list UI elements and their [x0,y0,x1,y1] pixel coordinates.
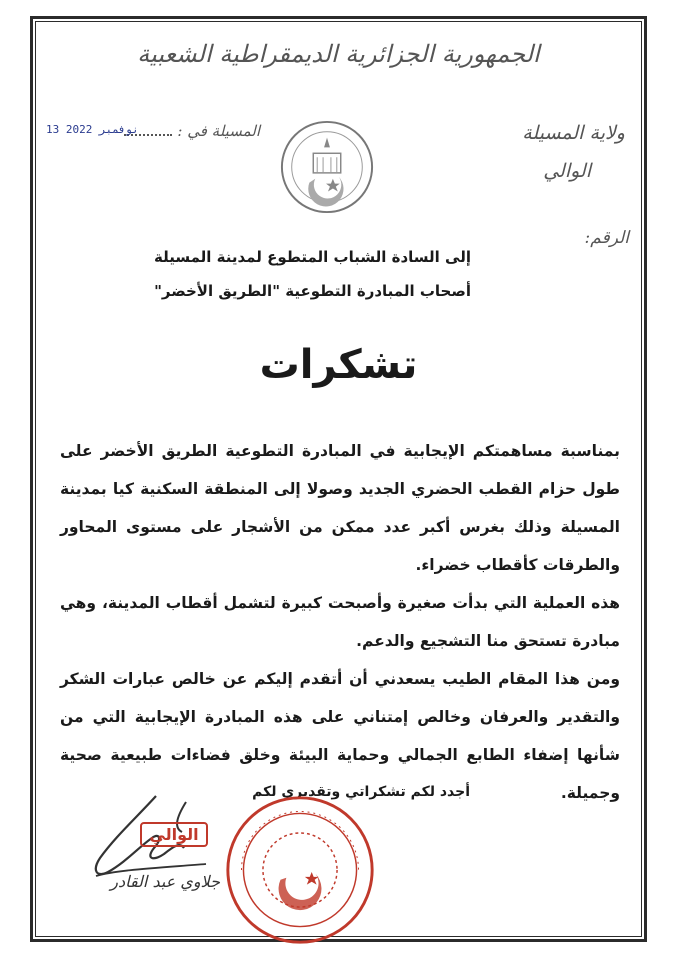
reference-label: الرقم: [584,228,629,248]
letter-body [60,432,620,812]
letter-title: تشكرات [259,342,418,388]
signatory-name: جلاوي عبد القادر [110,872,220,891]
addressee [131,240,471,308]
national-emblem-icon [278,118,376,216]
republic-heading: الجمهورية الجزائرية الديمقراطية الشعبية [137,40,540,68]
wilaya-label: ولاية المسيلة [522,122,625,144]
addressee-line-1: إلى السادة الشباب المتطوع لمدينة المسيلة [153,248,471,266]
wali-stamp: الوالي [140,822,208,847]
body-paragraph-3: ومن هذا المقام الطيب يسعدني أن أتقدم إليكم عن خالص عبارات الشكر والتقدير والعرفان وخالص إمتناني على هذه المبادرة الإيجابية التي من شأنها إضفاء الطابع الجمالي وحماية البيئة وخلق فضاءات طبيعية صحية وجميلة. [60,670,620,802]
closing-line: أجدد لكم تشكراتي وتقديري لكم [252,784,470,800]
date-line [40,122,260,146]
wali-label: الوالي [543,160,591,182]
date-place: المسيلة في : [177,122,260,140]
body-paragraph-2: هذه العملية التي بدأت صغيرة وأصبحت كبيرة لتشمل أقطاب المدينة، وهي مبادرة تستحق منا التشجيع والدعم. [60,594,620,650]
date-stamp: 13 نوفمبر 2022 [46,123,139,136]
addressee-line-2: أصحاب المبادرة التطوعية "الطريق الأخضر" [154,282,471,300]
body-paragraph-1: بمناسبة مساهمتكم الإيجابية في المبادرة التطوعية الطريق الأخضر على طول حزام القطب الحضري الجديد وصولا إلى المنطقة السكنية كيا بمدينة المسيلة وذلك بغرس أكبر عدد ممكن من الأشجار على مستوى المحاور والطرقات كأقطاب خضراء. [60,442,620,574]
